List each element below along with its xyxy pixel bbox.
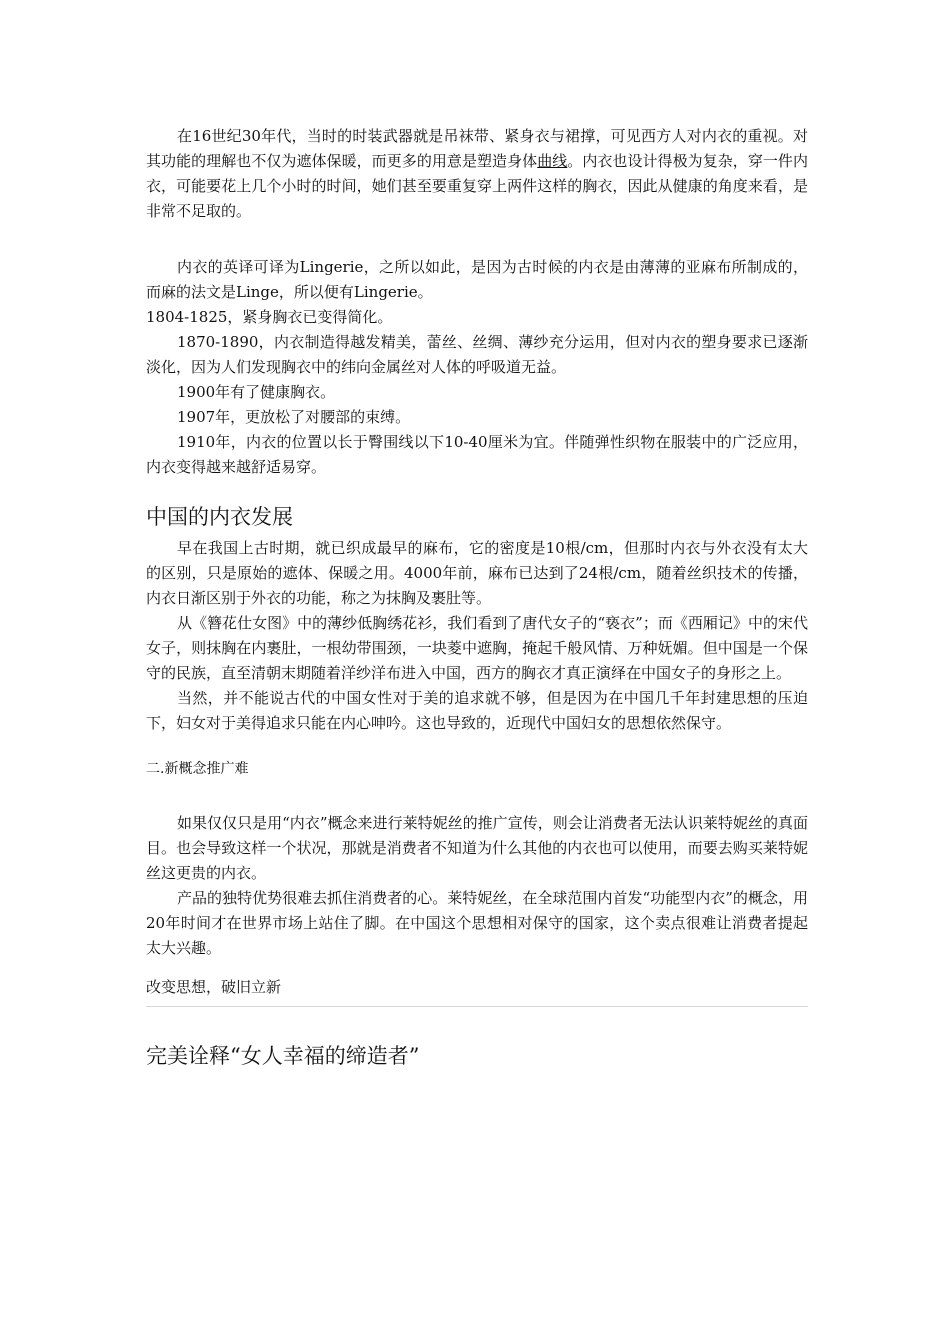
section-heading-new-concept: 二.新概念推广难: [146, 761, 249, 777]
section-heading-china: 中国的内衣发展: [146, 505, 293, 529]
link-curve[interactable]: 曲线: [537, 152, 568, 170]
paragraph-tang-song: 从《簪花仕女图》中的薄纱低胸绣花衫，我们看到了唐代女子的“亵衣”；而《西厢记》中的宋代女子，则抹胸在内裹肚，一根幼带围颈，一块菱中遮胸，掩起千般风情、万种妩媚。但中国是一个保守的民族，直至清朝末期随着洋纱洋布进入中国，西方的胸衣才真正演绎在中国女子的身形之上。: [146, 614, 808, 682]
paragraph-change-thinking: 改变思想，破旧立新: [146, 978, 282, 996]
paragraph-text: 在16世纪30年代，当时的时装武器就是吊袜带、紧身衣与裙撑，可见西方人对内衣的重视。对其功能的理解也不仅为遮体保暖，而更多的用意是塑造身体: [146, 127, 808, 170]
paragraph-advantage: 产品的独特优势很难去抓住消费者的心。莱特妮丝，在全球范围内首发“功能型内衣”的概念，用20年时间才在世界市场上站住了脚。在中国这个思想相对保守的国家，这个卖点很难让消费者提起太大兴趣。: [146, 889, 808, 957]
document-page: [146, 124, 808, 1071]
paragraph-16th-century: [146, 124, 808, 224]
paragraph-lingerie: 内衣的英译可译为Lingerie，之所以如此，是因为古时候的内衣是由薄薄的亚麻布所制成的，而麻的法文是Linge，所以便有Lingerie。: [146, 258, 808, 301]
spacer: [146, 736, 808, 758]
spacer: [146, 780, 808, 811]
section-heading-perfect: 完美诠释“女人幸福的缔造者”: [146, 1044, 420, 1068]
paragraph-1900: 1900年有了健康胸衣。: [177, 383, 336, 401]
paragraph-text: 。内衣也设计得极为复杂，穿一件内衣，可能要花上几个小时的时间，她们甚至要重复穿上两件这样的胸衣，因此从健康的角度来看，是非常不足取的。: [146, 152, 808, 220]
spacer: [146, 1007, 808, 1041]
spacer: [146, 224, 808, 255]
spacer: [146, 480, 808, 502]
paragraph-ancient: 早在我国上古时期，就已织成最早的麻布，它的密度是10根/cm，但那时内衣与外衣没有太大的区别，只是原始的遮体、保暖之用。4000年前，麻布已达到了24根/cm，随着丝织技术的传播，内衣日渐区别于外衣的功能，称之为抹胸及裹肚等。: [146, 539, 808, 607]
paragraph-conservative: 当然，并不能说古代的中国女性对于美的追求就不够，但是因为在中国几千年封建思想的压迫下，妇女对于美得追求只能在内心呻吟。这也导致的，近现代中国妇女的思想依然保守。: [146, 689, 808, 732]
paragraph-concept-promo: 如果仅仅只是用“内衣”概念来进行莱特妮丝的推广宣传，则会让消费者无法认识莱特妮丝的真面目。也会导致这样一个状况，那就是消费者不知道为什么其他的内衣也可以使用，而要去购买莱特妮丝这更贵的内衣。: [146, 814, 808, 882]
paragraph-1907: 1907年，更放松了对腰部的束缚。: [177, 408, 411, 426]
paragraph-1910: 1910年，内衣的位置以长于臀围线以下10-40厘米为宜。伴随弹性织物在服装中的广泛应用，内衣变得越来越舒适易穿。: [146, 433, 808, 476]
paragraph-1804: 1804-1825，紧身胸衣已变得简化。: [146, 308, 393, 326]
paragraph-1870: 1870-1890，内衣制造得越发精美，蕾丝、丝绸、薄纱充分运用，但对内衣的塑身要求已逐渐淡化，因为人们发现胸衣中的纬向金属丝对人体的呼吸道无益。: [146, 333, 808, 376]
spacer: [146, 961, 808, 975]
